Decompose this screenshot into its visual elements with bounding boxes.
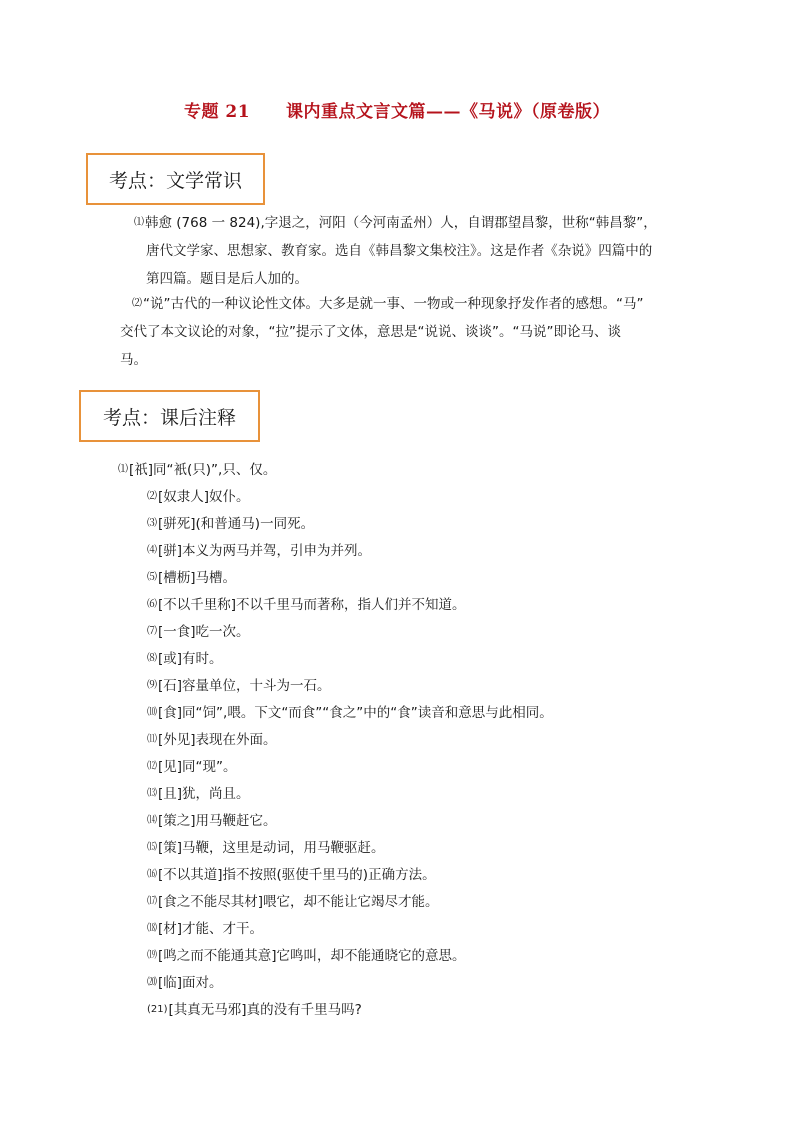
annotation-item: ⑺[一食]吃一次。 bbox=[147, 624, 250, 640]
annotation-item: ⑹[不以千里称]不以千里马而著称，指人们并不知道。 bbox=[147, 597, 466, 613]
annotation-item: ⑸[槽枥]马槽。 bbox=[147, 570, 237, 586]
annotation-item: ⑽[食]同“饲”,喂。下文“而食”“食之”中的“食”读音和意思与此相同。 bbox=[147, 705, 553, 721]
literature-line: ⑴韩愈 (768 一 824),字退之，河阳（今河南孟州）人，自谓郡望昌黎，世称“韩昌黎”， bbox=[134, 215, 657, 231]
literature-item-2 bbox=[120, 290, 690, 374]
section-box-annotations bbox=[79, 390, 260, 442]
section-label-annotations: 考点：课后注释 bbox=[102, 406, 236, 429]
annotation-item: ⒂[策]马鞭，这里是动词，用马鞭驱赶。 bbox=[147, 840, 385, 856]
annotation-item: ⑿[见]同“现”。 bbox=[147, 759, 237, 775]
annotation-item: ⒆[鸣之而不能通其意]它鸣叫，却不能通晓它的意思。 bbox=[147, 948, 466, 964]
annotation-item: ⒄[食之不能尽其材]喂它，却不能让它竭尽才能。 bbox=[147, 894, 439, 910]
literature-line: ⑵“说”古代的一种议论性文体。大多是就一事、一物或一种现象抒发作者的感想。“马” bbox=[132, 296, 644, 312]
annotation-item: ⑶[骈死](和普通马)一同死。 bbox=[147, 516, 315, 532]
literature-line: 第四篇。题目是后人加的。 bbox=[146, 271, 308, 287]
item-number: ⑴ bbox=[134, 217, 144, 228]
annotation-item: (21)[其真无马邪]真的没有千里马吗? bbox=[147, 1002, 362, 1018]
annotation-item: ⑴[祇]同“衹(只)”,只、仅。 bbox=[118, 462, 277, 478]
annotation-item: ⒁[策之]用马鞭赶它。 bbox=[147, 813, 277, 829]
annotation-item: ⒃[不以其道]指不按照(驱使千里马的)正确方法。 bbox=[147, 867, 436, 883]
annotation-item: ⒀[且]犹，尚且。 bbox=[147, 786, 250, 802]
page-title bbox=[0, 97, 794, 122]
literature-line: 唐代文学家、思想家、教育家。选自《韩昌黎文集校注》。这是作者《杂说》四篇中的 bbox=[146, 243, 653, 259]
annotation-item: ⒇[临]面对。 bbox=[147, 975, 223, 991]
annotation-item: ⑷[骈]本义为两马并驾，引申为并列。 bbox=[147, 543, 372, 559]
literature-line: 马。 bbox=[120, 352, 147, 368]
annotation-item: ⑻[或]有时。 bbox=[147, 651, 223, 667]
annotation-item: ⑼[石]容量单位，十斗为一石。 bbox=[147, 678, 331, 694]
annotation-item: ⒅[材]才能、才干。 bbox=[147, 921, 264, 937]
section-label-literature: 考点：文学常识 bbox=[108, 169, 242, 192]
literature-line: 交代了本文议论的对象，“拉”提示了文体，意思是“说说、谈谈”。“马说”即论马、谈 bbox=[120, 324, 621, 340]
literature-item-1 bbox=[134, 209, 694, 293]
annotation-item: ⑵[奴隶人]奴仆。 bbox=[147, 489, 250, 505]
topic-heading: 课内重点文言文篇——《马说》（原卷版） bbox=[286, 102, 611, 122]
topic-number: 专题 21 bbox=[183, 102, 251, 122]
section-box-literature bbox=[86, 153, 265, 205]
annotation-item: ⑾[外见]表现在外面。 bbox=[147, 732, 277, 748]
item-number: ⑵ bbox=[132, 298, 142, 309]
